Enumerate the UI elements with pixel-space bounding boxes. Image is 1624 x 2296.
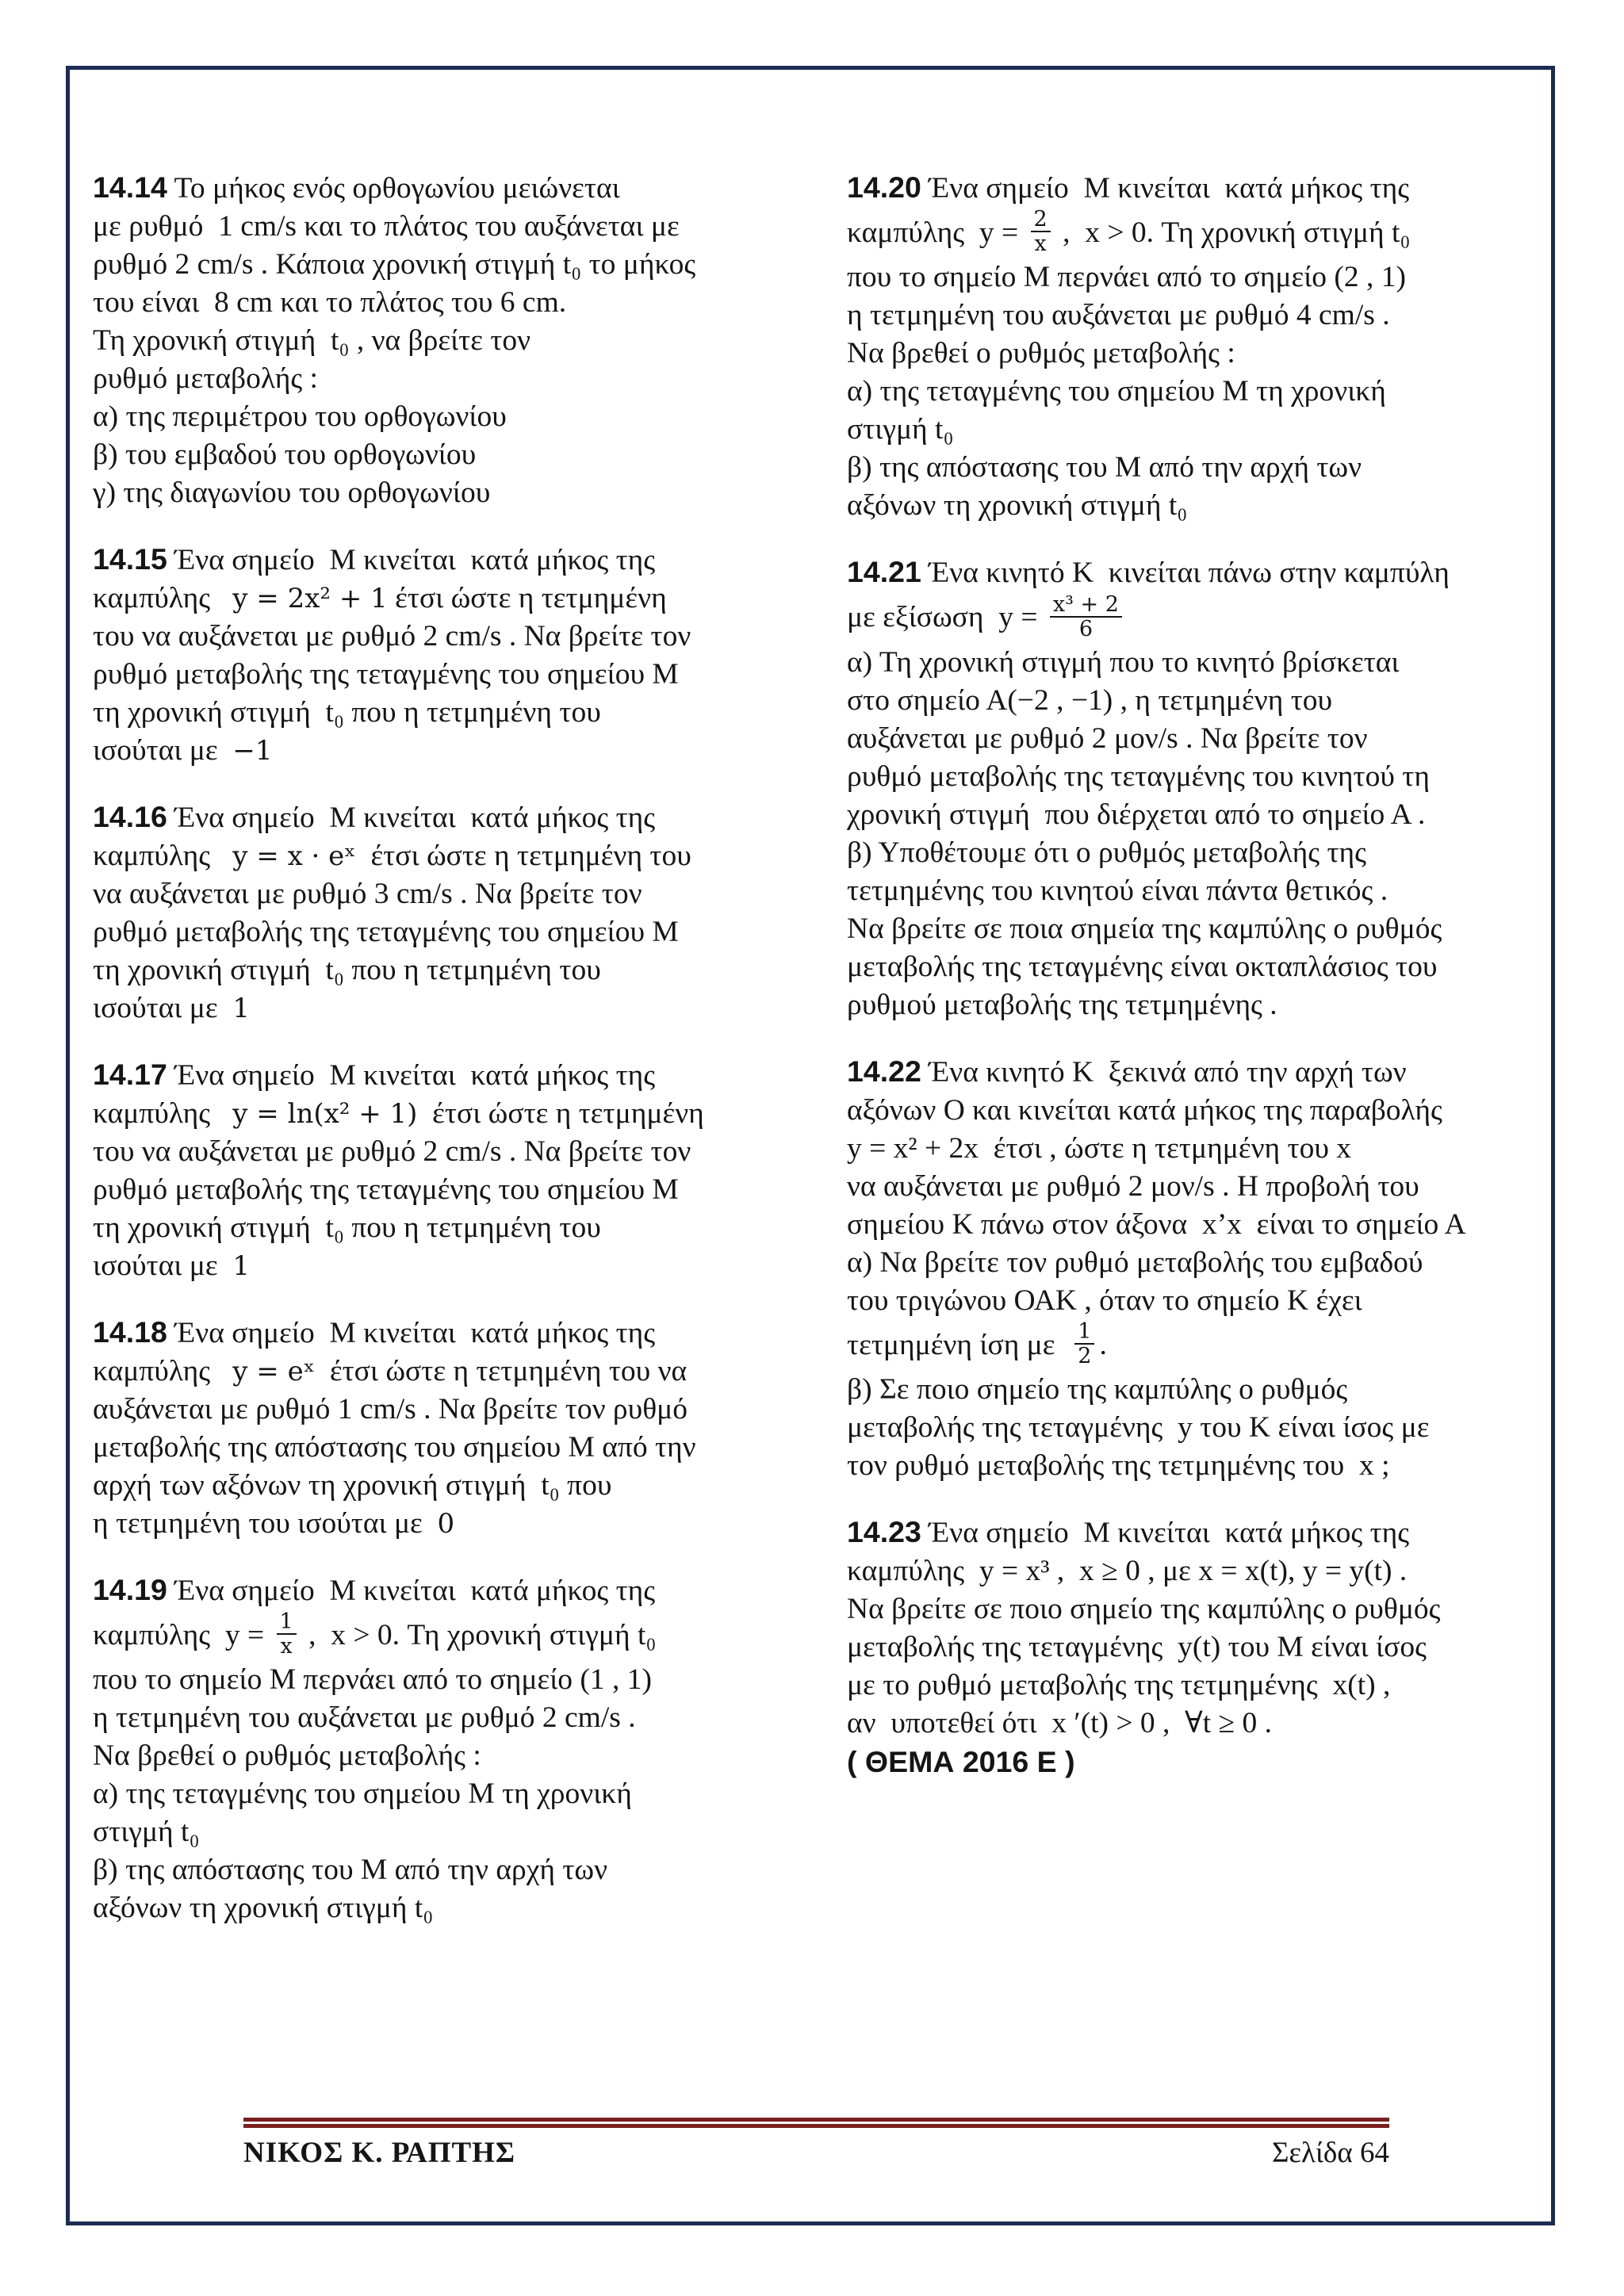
exercise-text: αξόνων τη χρονική στιγμή t₀ [847,489,1188,522]
exercise-text: αξόνων τη χρονική στιγμή t₀ [93,1892,434,1925]
exercise-number: 14.21 [847,555,921,589]
exercise-14-19 [93,1571,810,1927]
exercise-text: Να βρείτε σε ποια σημεία της καμπύλης ο ρυθμός [847,912,1442,945]
exercise-text: σημείου Κ πάνω στον άξονα x’x είναι το σημείο Α [847,1207,1466,1241]
exercise-text: του να αυξάνεται με ρυθμό 2 cm/s . Να βρείτε τον [93,1135,691,1168]
exercise-text: έτσι ώστε η τετμημένη [387,582,667,614]
math-formula: 0 [437,1508,455,1540]
exercise-text: Ένα κινητό Κ ξεκινά από την αρχή των [921,1055,1407,1089]
exercise-text: τετμημένη ίση με [847,1328,1071,1361]
exercise-text: έτσι ώστε η τετμημένη [417,1097,704,1130]
exercise-text: Ένα σημείο Μ κινείται κατά μήκος της [167,802,656,834]
exercise-text: αρχή των αξόνων τη χρονική στιγμή t₀ που [93,1469,612,1502]
exercise-14-14 [93,168,810,512]
exercise-text: στιγμή t₀ [847,413,954,446]
exercise-14-17 [93,1055,810,1285]
math-formula: 1 [232,1250,251,1282]
exercise-text: α) της περιμέτρου του ορθογωνίου [93,400,507,433]
exercise-text: τη χρονική στιγμή t₀ που η τετμημένη του [93,1211,601,1244]
exercise-text: με το ρυθμό μεταβολής της τετμημένης x(t) , [847,1669,1391,1702]
exercise-14-20 [847,168,1561,525]
exercise-number: 14.14 [93,170,167,204]
exercise-14-15 [93,540,810,770]
exercise-text: έτσι ώστε η τετμημένη του [355,840,691,872]
exercise-text: στο σημείο Α(−2 , −1) , η τετμημένη του [847,683,1333,717]
fraction-numerator: 1 [1074,1320,1094,1345]
math-formula: y = ln(x² + 1) [232,1098,418,1130]
exercise-text: Ένα σημείο Μ κινείται κατά μήκος της [921,1517,1410,1550]
exercise-14-16 [93,798,810,1027]
exercise-text: η τετμημένη του αυξάνεται με ρυθμό 2 cm/s . [93,1701,636,1735]
math-formula: y = eˣ [232,1356,316,1387]
exercise-text: Ένα κινητό Κ κινείται πάνω στην καμπύλη [921,557,1450,590]
exercise-text: Να βρείτε σε ποιο σημείο της καμπύλης ο ρυθμός [847,1593,1441,1626]
exercise-number: 14.23 [847,1515,921,1549]
exercise-text: β) του εμβαδού του ορθογωνίου [93,438,477,471]
exercise-text: , x > 0. Τη χρονική στιγμή t₀ [301,1619,657,1651]
exercise-text: μεταβολής της απόστασης του σημείου Μ από την [93,1431,696,1464]
exercise-text: αυξάνεται με ρυθμό 2 μον/s . Να βρείτε τον [847,721,1368,755]
fraction [277,1610,297,1658]
exercise-14-21 [847,553,1561,1024]
exercise-text: Ένα σημείο Μ κινείται κατά μήκος της [167,544,656,576]
exercise-text: α) Να βρείτε τον ρυθμό μεταβολής του εμβαδού [847,1246,1423,1279]
exercise-text: α) Τη χρονική στιγμή που το κινητό βρίσκεται [847,645,1400,679]
fraction-denominator: 6 [1078,616,1094,641]
exercise-number: 14.18 [93,1315,167,1349]
exercise-text: μεταβολής της τεταγμένης y(t) του Μ είναι ίσος [847,1631,1427,1664]
footer-divider [243,2124,1389,2128]
exercise-text: του τριγώνου ΟΑΚ , όταν το σημείο Κ έχει [847,1284,1362,1317]
exercise-text: Ένα σημείο Μ κινείται κατά μήκος της [167,1575,656,1607]
exercise-text: αξόνων Ο και κινείται κατά μήκος της παραβολής [847,1093,1442,1127]
exercise-number: 14.20 [847,170,921,204]
exercise-text: Το μήκος ενός ορθογωνίου μειώνεται [167,172,620,205]
exercise-text: στιγμή t₀ [93,1816,200,1849]
exercise-text: γ) της διαγωνίου του ορθογωνίου [93,476,491,509]
exercise-text: Να βρεθεί ο ρυθμός μεταβολής : [93,1739,481,1773]
math-formula: −1 [232,735,273,767]
exercise-text: y = x² + 2x έτσι , ώστε η τετμημένη του x [847,1131,1352,1165]
exercise-text: β) της απόστασης του Μ από την αρχή των [93,1854,608,1887]
math-formula: 1 [232,993,251,1024]
exercise-text: του να αυξάνεται με ρυθμό 2 cm/s . Να βρείτε τον [93,620,691,652]
exercise-text: καμπύλης y = [93,1619,272,1651]
fraction [1050,593,1122,641]
exercise-text: μεταβολής της τεταγμένης y του Κ είναι ίσος με [847,1411,1430,1445]
exercise-text: Ένα σημείο Μ κινείται κατά μήκος της [921,172,1410,205]
exercise-text: α) της τεταγμένης του σημείου Μ τη χρονική [847,375,1386,408]
exercise-text: Τη χρονική στιγμή t₀ , να βρείτε τον [93,324,531,357]
exercise-text: ρυθμού μεταβολής της τετμημένης . [847,988,1277,1021]
math-formula: y = x · eˣ [232,840,356,872]
exercise-text: , x > 0. Τη χρονική στιγμή t₀ [1055,216,1411,249]
exercise-text: μεταβολής της τεταγμένης είναι οκταπλάσιος του [847,950,1438,983]
exercise-text: καμπύλης [93,840,233,872]
exercise-text: τον ρυθμό μεταβολής της τετμημένης του x ; [847,1449,1390,1483]
exercise-text: να αυξάνεται με ρυθμό 3 cm/s . Να βρείτε τον [93,878,642,910]
right-column [847,168,1561,1808]
exercise-text: ισούται με [93,992,233,1024]
exercise-text: ρυθμό μεταβολής της τεταγμένης του σημείου Μ [93,916,679,948]
exercise-number: 14.19 [93,1573,167,1606]
exercise-text: καμπύλης y = x³ , x ≥ 0 , με x = x(t), y = y(t) . [847,1555,1408,1588]
exercise-text: αν υποτεθεί ότι x ′(t) > 0 , ∀t ≥ 0 . [847,1707,1273,1740]
exam-source-label: ( ΘΕΜΑ 2016 Ε ) [847,1745,1075,1779]
fraction-denominator: x [1034,232,1047,257]
exercise-text: αυξάνεται με ρυθμό 1 cm/s . Να βρείτε τον ρυθμό [93,1393,688,1425]
exercise-text: ισούται με [93,734,233,767]
footer-page-number: Σελίδα 64 [1271,2137,1389,2169]
exercise-text: με εξίσωση y = [847,601,1045,634]
exercise-text: τη χρονική στιγμή t₀ που η τετμημένη του [93,954,601,986]
exercise-14-18 [93,1313,810,1543]
exercise-text: η τετμημένη του ισούται με [93,1507,438,1540]
exercise-text: β) της απόστασης του Μ από την αρχή των [847,451,1362,484]
math-formula: y = 2x² + 1 [232,583,388,614]
exercise-text: ρυθμό 2 cm/s . Κάποια χρονική στιγμή t₀ το μήκος [93,248,696,281]
exercise-text: ρυθμό μεταβολής της τεταγμένης του σημείου Μ [93,658,679,691]
exercise-text: να αυξάνεται με ρυθμό 2 μον/s . Η προβολή του [847,1169,1419,1203]
exercise-number: 14.22 [847,1054,921,1088]
exercise-text: που το σημείο Μ περνάει από το σημείο (1 , 1) [93,1663,653,1697]
exercise-text: β) Υποθέτουμε ότι ο ρυθμός μεταβολής της [847,836,1366,869]
exercise-text: ρυθμό μεταβολής της τεταγμένης του σημείου Μ [93,1173,679,1206]
exercise-text: Να βρεθεί ο ρυθμός μεταβολής : [847,337,1235,370]
exercise-text: έτσι ώστε η τετμημένη του να [315,1355,688,1387]
exercise-text: ισούται με [93,1249,233,1282]
fraction-denominator: 2 [1078,1344,1092,1369]
exercise-text: καμπύλης y = [847,216,1026,249]
exercise-text: του είναι 8 cm και το πλάτος του 6 cm. [93,286,567,319]
exercise-text: α) της τεταγμένης του σημείου Μ τη χρονική [93,1777,632,1811]
exercise-text: Ένα σημείο Μ κινείται κατά μήκος της [167,1059,656,1092]
exercise-text: τετμημένης του κινητού είναι πάντα θετικός . [847,874,1388,907]
fraction [1074,1320,1094,1368]
fraction-numerator: 1 [277,1610,297,1635]
exercise-text: καμπύλης [93,1097,233,1130]
exercise-text: που το σημείο Μ περνάει από το σημείο (2 , 1) [847,261,1407,294]
exercise-text: τη χρονική στιγμή t₀ που η τετμημένη του [93,696,601,729]
exercise-text: καμπύλης [93,1355,233,1387]
exercise-number: 14.16 [93,800,167,833]
exercise-text: β) Σε ποιο σημείο της καμπύλης ο ρυθμός [847,1373,1348,1406]
exercise-text: ρυθμό μεταβολής : [93,362,318,395]
exercise-text: με ρυθμό 1 cm/s και το πλάτος του αυξάνεται με [93,210,680,243]
exercise-14-22 [847,1052,1561,1485]
exercise-text: . [1099,1328,1107,1361]
fraction-numerator: 2 [1031,208,1051,232]
left-column [93,168,810,1955]
footer-author: ΝΙΚΟΣ Κ. ΡΑΠΤΗΣ [243,2137,516,2169]
footer-divider [243,2118,1389,2122]
exercise-number: 14.17 [93,1058,167,1091]
exercise-text: καμπύλης [93,582,233,614]
exercise-number: 14.15 [93,542,167,576]
exercise-text: Ένα σημείο Μ κινείται κατά μήκος της [167,1317,656,1349]
exercise-text: χρονική στιγμή που διέρχεται από το σημείο Α . [847,798,1426,831]
fraction-numerator: x³ + 2 [1050,593,1122,618]
fraction-denominator: x [280,1634,293,1659]
fraction [1031,208,1051,255]
exercise-text: η τετμημένη του αυξάνεται με ρυθμό 4 cm/s . [847,299,1390,332]
exercise-14-23 [847,1513,1561,1781]
exercise-text: ρυθμό μεταβολής της τεταγμένης του κινητού τη [847,760,1430,793]
